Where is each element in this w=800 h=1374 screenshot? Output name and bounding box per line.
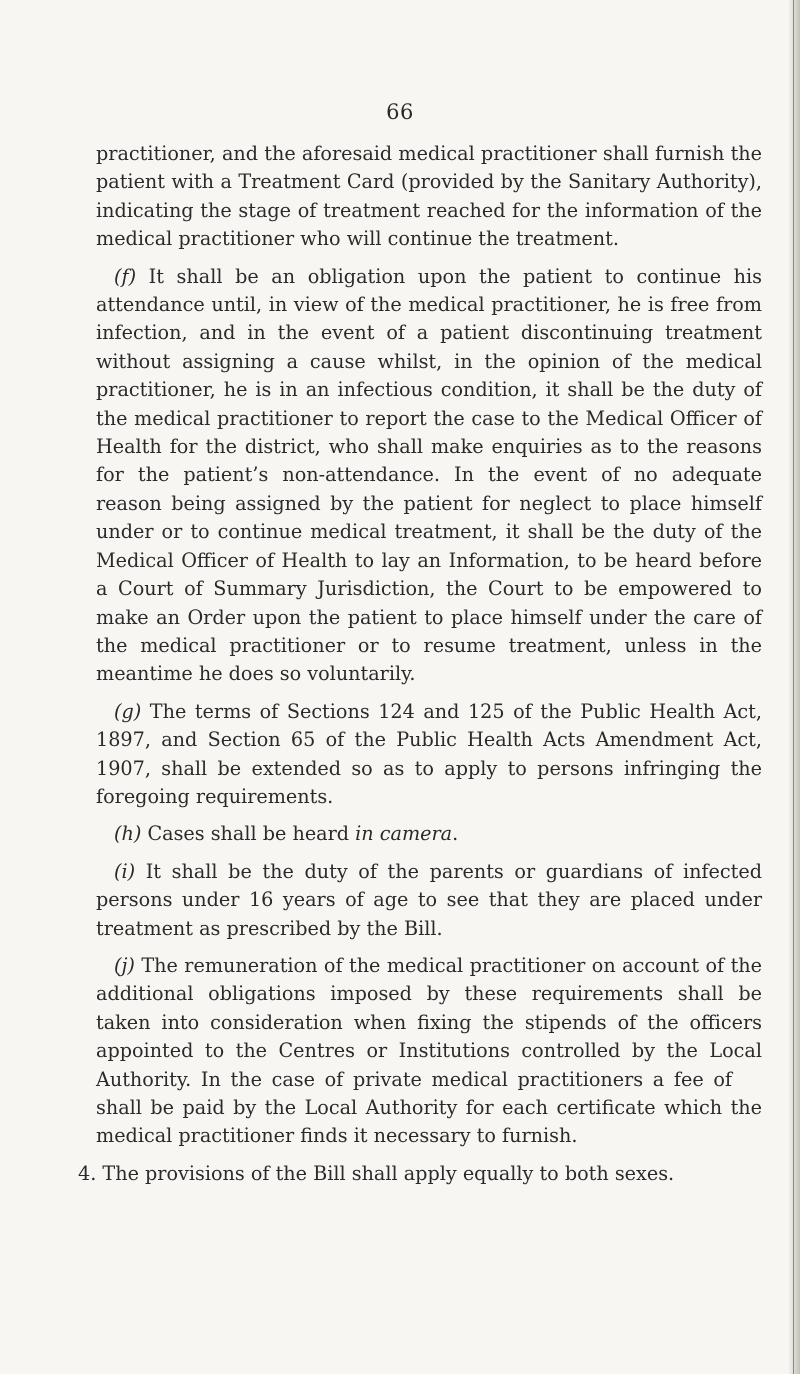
paragraph-4 [78, 1160, 762, 1188]
paragraph-text: The terms of Sections 124 and 125 of the Public Health Act, 1897, and Section 65 of the Public Health Acts Amendment Act, 1907, shall be extended so as to apply to persons infringing the foregoing requirements. [96, 699, 762, 808]
page-edge-line [793, 0, 794, 1374]
paragraph-tail: . [452, 822, 459, 846]
body-text [78, 140, 762, 1188]
paragraph-text: It shall be the duty of the parents or guardians of infected persons under 16 years of age to see that they are placed under treatment as prescribed by the Bill. [96, 859, 762, 940]
paragraph-text: It shall be an obligation upon the patient to continue his attendance until, in view of the medical practitioner, he is free from infection, and in the event of a patient discontinuing treatment without assigning a cause whilst, in the opinion of the medical practitioner, he is in an infectious condition, it shall be the duty of the medical practitioner to report the case to the Medical Officer of Health for the district, who shall make enquiries as to the reasons for the patient’s non-attendance. In the event of no adequate reason being assigned by the patient for neglect to place himself under or to continue medical treatment, it shall be the duty of the Medical Officer of Health to lay an Information, to be heard before a Court of Summary Jurisdiction, the Court to be empowered to make an Order upon the patient to place himself under the care of the medical practitioner or to resume treatment, unless in the meantime he does so voluntarily. [96, 264, 762, 686]
paragraph-text: The remuneration of the medical practitioner on account of the additional obligations imposed by these requirements shall be taken into consideration when fixing the stipends of the officers appointed to the Centres or Institutions controlled by the Local Authority. In the case of private medical practitioners a fee of [96, 953, 762, 1091]
paragraph-text-continued: shall be paid by the Local Authority for each certificate which the medical practitioner finds it necessary to furnish. [96, 1096, 762, 1148]
page-edge-shadow [788, 0, 800, 1374]
paragraph-h [96, 820, 762, 848]
paragraph-text: Cases shall be heard [141, 822, 356, 846]
paragraph-text: practitioner, and the aforesaid medical practitioner shall furnish the patient with a Treatment Card (provided by the Sanitary Authority), indicating the stage of treatment reached for the information of the medical practitioner who will continue the treatment. [96, 142, 762, 251]
clause-label: (h) [114, 822, 142, 846]
section-number: 4. [78, 1161, 97, 1185]
clause-label: (f) [114, 264, 137, 288]
paragraph-text: The provisions of the Bill shall apply equally to both sexes. [96, 1161, 675, 1185]
page-number: 66 [386, 100, 414, 124]
italic-phrase: in camera [355, 822, 453, 846]
paragraph-f [96, 263, 762, 689]
paragraph-g [96, 698, 762, 812]
clause-label: (g) [114, 699, 142, 723]
clause-label: (j) [114, 953, 135, 977]
paragraph-j [96, 952, 762, 1151]
paragraph-continuation [96, 140, 762, 254]
clause-label: (i) [114, 859, 136, 883]
paragraph-i [96, 858, 762, 943]
